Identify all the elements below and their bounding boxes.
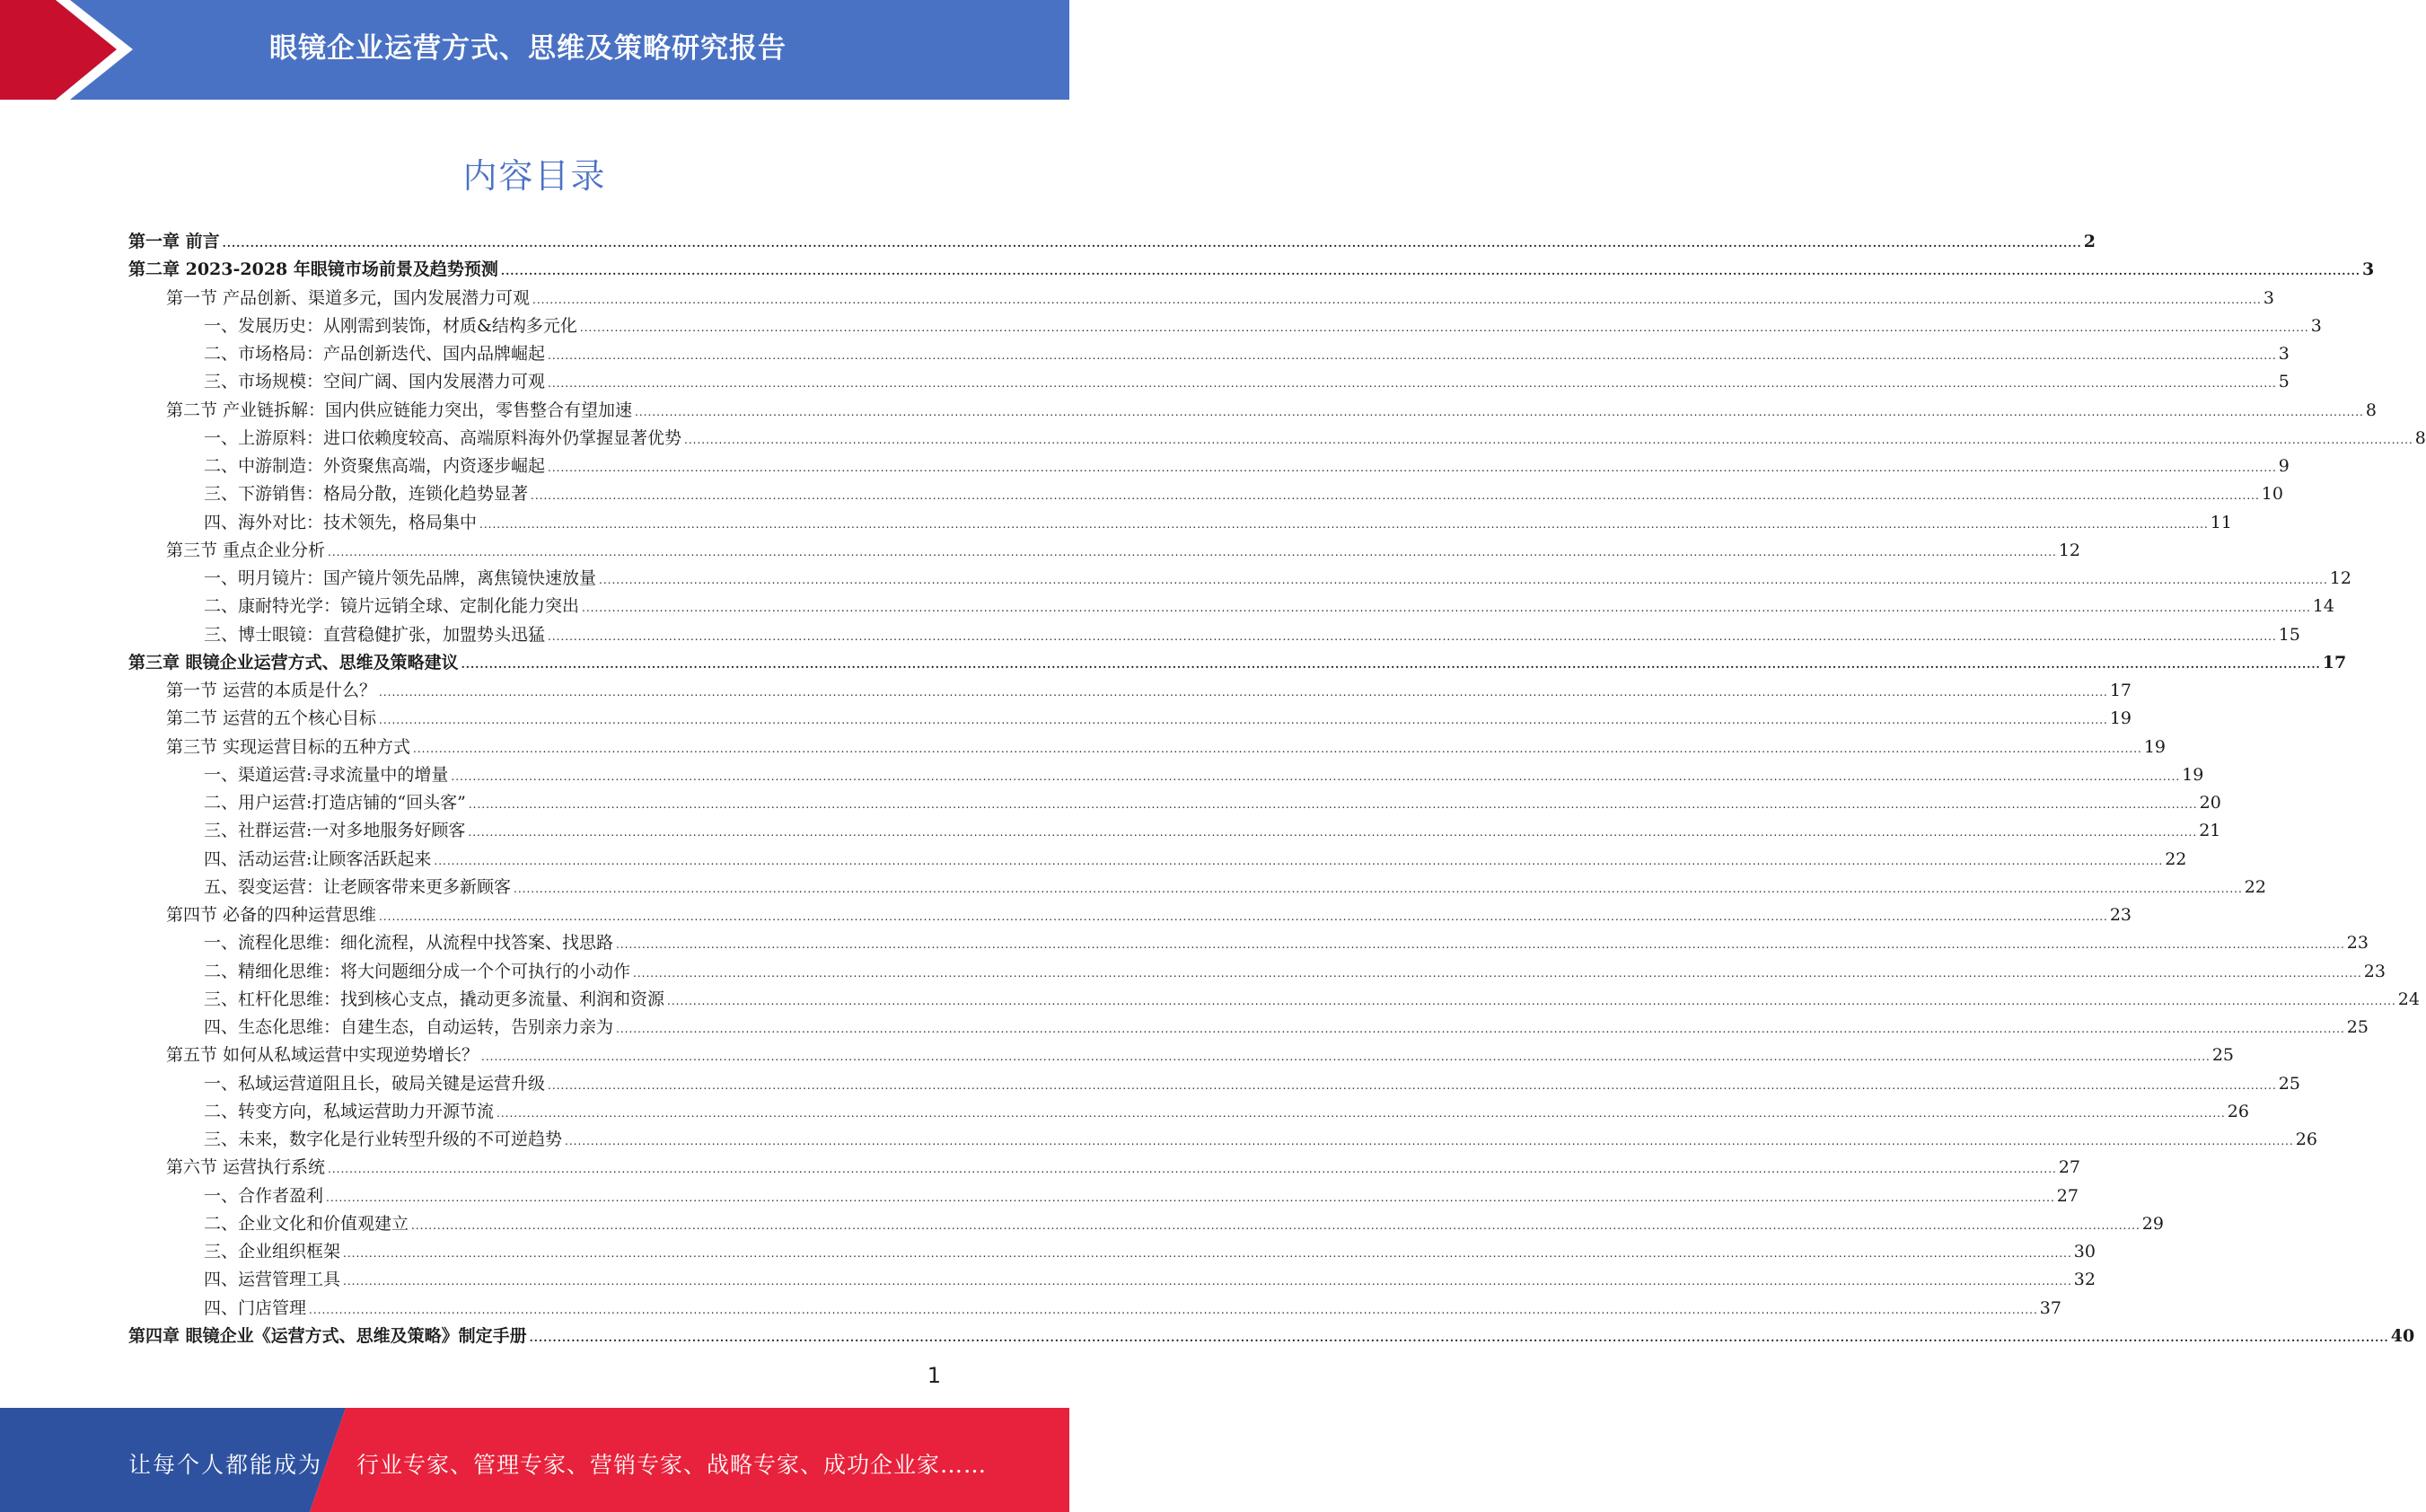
toc-leader-dots: ................................................................................................................................................................................................................................................................................................................................................................................................................ bbox=[635, 405, 2364, 418]
toc-entry-page: 26 bbox=[2295, 1130, 2317, 1149]
toc-entry[interactable] bbox=[128, 285, 2274, 312]
toc-leader-dots: ................................................................................................................................................................................................................................................................................................................................................................................................................ bbox=[468, 826, 2198, 840]
toc-entry-title: 二、企业文化和价值观建立 bbox=[204, 1213, 409, 1234]
toc-entry[interactable] bbox=[128, 1126, 2317, 1154]
toc-leader-dots: ................................................................................................................................................................................................................................................................................................................................................................................................................ bbox=[582, 602, 2311, 615]
page-number: 1 bbox=[927, 1363, 941, 1388]
toc-entry-page: 19 bbox=[2109, 708, 2132, 729]
toc-entry-title: 第二章 2023-2028 年眼镜市场前景及趋势预测 bbox=[128, 259, 498, 280]
toc-entry-title: 第六节 运营执行系统 bbox=[166, 1157, 326, 1178]
toc-leader-dots: ................................................................................................................................................................................................................................................................................................................................................................................................................ bbox=[529, 1331, 2389, 1344]
toc-leader-dots: ................................................................................................................................................................................................................................................................................................................................................................................................................ bbox=[548, 629, 2277, 643]
toc-entry[interactable] bbox=[128, 1154, 2081, 1182]
toc-entry-page: 20 bbox=[2199, 793, 2221, 813]
toc-entry-page: 30 bbox=[2073, 1242, 2096, 1261]
toc-entry[interactable] bbox=[128, 228, 2096, 256]
toc-entry-page: 24 bbox=[2397, 989, 2420, 1009]
toc-entry-title: 三、杠杆化思维：找到核心支点，撬动更多流量、利润和资源 bbox=[204, 989, 665, 1009]
toc-entry-page: 12 bbox=[2329, 568, 2351, 588]
toc-leader-dots: ................................................................................................................................................................................................................................................................................................................................................................................................................ bbox=[222, 237, 2082, 250]
toc-entry-page: 29 bbox=[2141, 1213, 2164, 1234]
toc-leader-dots: ................................................................................................................................................................................................................................................................................................................................................................................................................ bbox=[514, 882, 2243, 895]
table-of-contents bbox=[128, 228, 2426, 1350]
toc-entry-title: 二、市场格局：产品创新迭代、国内品牌崛起 bbox=[204, 344, 546, 364]
toc-entry-page: 8 bbox=[2414, 427, 2426, 448]
toc-leader-dots: ................................................................................................................................................................................................................................................................................................................................................................................................................ bbox=[548, 349, 2277, 362]
toc-leader-dots: ................................................................................................................................................................................................................................................................................................................................................................................................................ bbox=[599, 574, 2328, 586]
toc-entry-title: 第一节 运营的本质是什么？ bbox=[166, 681, 377, 700]
toc-leader-dots: ................................................................................................................................................................................................................................................................................................................................................................................................................ bbox=[633, 966, 2362, 980]
toc-entry-page: 12 bbox=[2058, 540, 2081, 560]
toc-entry[interactable] bbox=[128, 649, 2347, 677]
toc-entry[interactable] bbox=[128, 1070, 2300, 1098]
toc-entry-title: 三、社群运营:一对多地服务好顾客 bbox=[204, 821, 466, 841]
toc-entry[interactable] bbox=[128, 1323, 2415, 1350]
toc-leader-dots: ................................................................................................................................................................................................................................................................................................................................................................................................................ bbox=[531, 489, 2260, 503]
toc-entry-page: 22 bbox=[2165, 848, 2187, 869]
toc-entry-title: 三、博士眼镜：直营稳健扩张，加盟势头迅猛 bbox=[204, 624, 546, 645]
toc-entry-page: 40 bbox=[2390, 1325, 2415, 1346]
toc-entry-title: 第二节 产业链拆解：国内供应链能力突出，零售整合有望加速 bbox=[166, 400, 633, 420]
toc-leader-dots: ................................................................................................................................................................................................................................................................................................................................................................................................................ bbox=[379, 686, 2108, 699]
toc-entry-page: 21 bbox=[2199, 821, 2221, 841]
toc-entry-title: 第四节 必备的四种运营思维 bbox=[166, 905, 377, 925]
toc-entry-title: 四、海外对比：技术领先，格局集中 bbox=[204, 512, 478, 532]
toc-entry-title: 一、渠道运营:寻求流量中的增量 bbox=[204, 764, 449, 785]
toc-entry-page: 27 bbox=[2056, 1185, 2079, 1206]
toc-entry[interactable] bbox=[128, 1210, 2164, 1238]
toc-entry-title: 一、流程化思维：细化流程，从流程中找答案、找思路 bbox=[204, 933, 614, 954]
toc-entry[interactable] bbox=[128, 929, 2369, 957]
toc-entry-title: 二、用户运营:打造店铺的“回头客” bbox=[204, 793, 466, 813]
toc-entry-page: 5 bbox=[2278, 372, 2290, 392]
toc-entry-page: 32 bbox=[2073, 1270, 2096, 1290]
toc-entry-title: 第五节 如何从私域运营中实现逆势增长？ bbox=[166, 1045, 479, 1066]
toc-entry-title: 第一节 产品创新、渠道多元，国内发展潜力可观 bbox=[166, 287, 531, 308]
toc-entry[interactable] bbox=[128, 621, 2300, 649]
toc-leader-dots: ................................................................................................................................................................................................................................................................................................................................................................................................................ bbox=[548, 1078, 2277, 1092]
toc-entry-title: 第一章 前言 bbox=[128, 232, 220, 251]
toc-entry[interactable] bbox=[128, 874, 2266, 901]
toc-entry-title: 一、私域运营道阻且长，破局关键是运营升级 bbox=[204, 1073, 546, 1094]
toc-entry-page: 25 bbox=[2346, 1017, 2369, 1037]
toc-entry[interactable] bbox=[128, 537, 2081, 565]
toc-entry-title: 三、未来，数字化是行业转型升级的不可逆趋势 bbox=[204, 1130, 563, 1149]
toc-entry[interactable] bbox=[128, 1182, 2079, 1210]
toc-entry-page: 17 bbox=[2322, 652, 2347, 672]
toc-leader-dots: ................................................................................................................................................................................................................................................................................................................................................................................................................ bbox=[616, 938, 2345, 952]
toc-leader-dots: ................................................................................................................................................................................................................................................................................................................................................................................................................ bbox=[434, 854, 2164, 867]
toc-entry-title: 第二节 运营的五个核心目标 bbox=[166, 708, 377, 729]
toc-entry-title: 一、合作者盈利 bbox=[204, 1185, 324, 1206]
toc-entry-page: 3 bbox=[2310, 315, 2322, 336]
toc-entry-title: 二、转变方向，私域运营助力开源节流 bbox=[204, 1101, 495, 1121]
toc-entry-title: 第三节 实现运营目标的五种方式 bbox=[166, 736, 411, 757]
page-footer bbox=[0, 1408, 1069, 1512]
toc-leader-dots: ................................................................................................................................................................................................................................................................................................................................................................................................................ bbox=[343, 1275, 2072, 1288]
toc-leader-dots: ................................................................................................................................................................................................................................................................................................................................................................................................................ bbox=[411, 1218, 2140, 1232]
toc-entry[interactable] bbox=[128, 789, 2221, 817]
toc-entry[interactable] bbox=[128, 480, 2283, 508]
toc-entry-title: 四、门店管理 bbox=[204, 1297, 307, 1318]
toc-entry[interactable] bbox=[128, 734, 2167, 761]
toc-entry-page: 19 bbox=[2182, 764, 2204, 785]
toc-leader-dots: ................................................................................................................................................................................................................................................................................................................................................................................................................ bbox=[379, 910, 2108, 923]
report-title: 眼镜企业运营方式、思维及策略研究报告 bbox=[269, 32, 787, 65]
toc-entry-page: 25 bbox=[2211, 1045, 2235, 1066]
toc-entry-title: 二、中游制造：外资聚焦高端，内资逐步崛起 bbox=[204, 456, 546, 476]
toc-entry[interactable] bbox=[128, 1098, 2249, 1126]
toc-entry[interactable] bbox=[128, 368, 2290, 396]
toc-entry-title: 四、生态化思维：自建生态，自动运转，告别亲力亲为 bbox=[204, 1017, 614, 1037]
toc-leader-dots: ................................................................................................................................................................................................................................................................................................................................................................................................................ bbox=[343, 1247, 2072, 1260]
toc-entry-page: 3 bbox=[2278, 344, 2290, 364]
toc-entry-page: 11 bbox=[2210, 512, 2232, 532]
toc-entry[interactable] bbox=[128, 256, 2375, 284]
toc-leader-dots: ................................................................................................................................................................................................................................................................................................................................................................................................................ bbox=[667, 994, 2396, 1007]
toc-entry-page: 37 bbox=[2039, 1297, 2061, 1318]
toc-entry-page: 3 bbox=[2361, 259, 2375, 280]
toc-leader-dots: ................................................................................................................................................................................................................................................................................................................................................................................................................ bbox=[497, 1106, 2226, 1120]
chevron-arrow-icon bbox=[0, 0, 135, 100]
toc-leader-dots: ................................................................................................................................................................................................................................................................................................................................................................................................................ bbox=[379, 714, 2108, 727]
toc-entry[interactable] bbox=[128, 817, 2221, 845]
toc-entry-page: 3 bbox=[2263, 287, 2274, 308]
toc-entry-title: 第三章 眼镜企业运营方式、思维及策略建议 bbox=[128, 652, 459, 672]
toc-entry-page: 23 bbox=[2346, 933, 2369, 954]
toc-leader-dots: ................................................................................................................................................................................................................................................................................................................................................................................................................ bbox=[565, 1135, 2294, 1147]
toc-entry[interactable] bbox=[128, 986, 2420, 1014]
toc-entry-page: 27 bbox=[2058, 1157, 2081, 1178]
toc-entry-title: 二、精细化思维：将大问题细分成一个个可执行的小动作 bbox=[204, 961, 631, 981]
toc-entry[interactable] bbox=[128, 593, 2334, 620]
toc-leader-dots: ................................................................................................................................................................................................................................................................................................................................................................................................................ bbox=[479, 517, 2209, 531]
toc-leader-dots: ................................................................................................................................................................................................................................................................................................................................................................................................................ bbox=[481, 1050, 2211, 1064]
toc-leader-dots: ................................................................................................................................................................................................................................................................................................................................................................................................................ bbox=[579, 321, 2309, 334]
toc-entry-title: 一、上游原料：进口依赖度较高、高端原料海外仍掌握显著优势 bbox=[204, 427, 682, 448]
toc-leader-dots: ................................................................................................................................................................................................................................................................................................................................................................................................................ bbox=[616, 1023, 2345, 1035]
page-header bbox=[0, 0, 1069, 100]
toc-entry-page: 14 bbox=[2312, 596, 2334, 617]
toc-entry-page: 19 bbox=[2143, 736, 2167, 757]
toc-entry-page: 26 bbox=[2227, 1101, 2249, 1121]
toc-entry[interactable] bbox=[128, 340, 2290, 368]
toc-entry-page: 8 bbox=[2365, 400, 2377, 420]
toc-leader-dots: ................................................................................................................................................................................................................................................................................................................................................................................................................ bbox=[548, 462, 2277, 474]
toc-entry[interactable] bbox=[128, 509, 2232, 537]
toc-entry[interactable] bbox=[128, 1266, 2096, 1294]
toc-entry[interactable] bbox=[128, 958, 2386, 986]
toc-entry[interactable] bbox=[128, 761, 2204, 789]
toc-leader-dots: ................................................................................................................................................................................................................................................................................................................................................................................................................ bbox=[328, 1163, 2057, 1176]
toc-entry-title: 二、康耐特光学：镜片远销全球、定制化能力突出 bbox=[204, 596, 580, 617]
toc-entry-title: 三、市场规模：空间广阔、国内发展潜力可观 bbox=[204, 372, 546, 392]
toc-entry[interactable] bbox=[128, 705, 2132, 733]
toc-entry-title: 一、明月镜片：国产镜片领先品牌，离焦镜快速放量 bbox=[204, 568, 597, 588]
toc-leader-dots: ................................................................................................................................................................................................................................................................................................................................................................................................................ bbox=[451, 769, 2181, 783]
toc-leader-dots: ................................................................................................................................................................................................................................................................................................................................................................................................................ bbox=[309, 1303, 2038, 1316]
toc-entry-page: 22 bbox=[2244, 876, 2266, 897]
toc-entry-title: 四、运营管理工具 bbox=[204, 1270, 341, 1290]
toc-entry[interactable] bbox=[128, 901, 2132, 929]
toc-entry[interactable] bbox=[128, 1042, 2235, 1069]
toc-entry-page: 23 bbox=[2363, 961, 2386, 981]
toc-leader-dots: ................................................................................................................................................................................................................................................................................................................................................................................................................ bbox=[326, 1191, 2055, 1204]
toc-leader-dots: ................................................................................................................................................................................................................................................................................................................................................................................................................ bbox=[684, 433, 2413, 446]
toc-entry-title: 四、活动运营:让顾客活跃起来 bbox=[204, 848, 432, 869]
toc-leader-dots: ................................................................................................................................................................................................................................................................................................................................................................................................................ bbox=[328, 545, 2057, 558]
toc-entry[interactable] bbox=[128, 677, 2132, 705]
toc-entry-title: 一、发展历史：从刚需到装饰，材质&结构多元化 bbox=[204, 315, 577, 336]
toc-leader-dots: ................................................................................................................................................................................................................................................................................................................................................................................................................ bbox=[500, 265, 2360, 278]
toc-entry-title: 三、企业组织框架 bbox=[204, 1242, 341, 1261]
toc-entry[interactable] bbox=[128, 425, 2426, 453]
toc-entry-page: 15 bbox=[2278, 624, 2300, 645]
toc-entry-page: 2 bbox=[2083, 232, 2096, 251]
toc-entry[interactable] bbox=[128, 312, 2322, 340]
toc-entry[interactable] bbox=[128, 1295, 2061, 1323]
toc-entry[interactable] bbox=[128, 453, 2290, 480]
toc-entry-page: 9 bbox=[2278, 456, 2290, 476]
toc-entry[interactable] bbox=[128, 397, 2377, 425]
toc-leader-dots: ................................................................................................................................................................................................................................................................................................................................................................................................................ bbox=[461, 657, 2321, 671]
toc-entry-title: 第三节 重点企业分析 bbox=[166, 540, 326, 560]
toc-entry-page: 10 bbox=[2261, 484, 2283, 505]
toc-entry-page: 17 bbox=[2109, 681, 2132, 700]
toc-entry[interactable] bbox=[128, 1014, 2369, 1042]
toc-leader-dots: ................................................................................................................................................................................................................................................................................................................................................................................................................ bbox=[548, 377, 2277, 391]
toc-leader-dots: ................................................................................................................................................................................................................................................................................................................................................................................................................ bbox=[413, 742, 2142, 755]
toc-entry[interactable] bbox=[128, 1238, 2096, 1266]
toc-entry-title: 三、下游销售：格局分散，连锁化趋势显著 bbox=[204, 484, 529, 505]
toc-leader-dots: ................................................................................................................................................................................................................................................................................................................................................................................................................ bbox=[532, 293, 2262, 306]
footer-slogan-right: 行业专家、管理专家、营销专家、战略专家、成功企业家…… bbox=[356, 1452, 988, 1478]
footer-slogan-left: 让每个人都能成为 bbox=[128, 1452, 323, 1478]
toc-leader-dots: ................................................................................................................................................................................................................................................................................................................................................................................................................ bbox=[468, 798, 2198, 811]
toc-entry-title: 第四章 眼镜企业《运营方式、思维及策略》制定手册 bbox=[128, 1325, 527, 1346]
toc-entry-page: 23 bbox=[2109, 905, 2132, 925]
toc-heading: 内容目录 bbox=[462, 156, 607, 196]
toc-entry-page: 25 bbox=[2278, 1073, 2300, 1094]
toc-entry[interactable] bbox=[128, 565, 2351, 593]
toc-entry[interactable] bbox=[128, 846, 2187, 874]
toc-entry-title: 五、裂变运营：让老顾客带来更多新顾客 bbox=[204, 876, 512, 897]
